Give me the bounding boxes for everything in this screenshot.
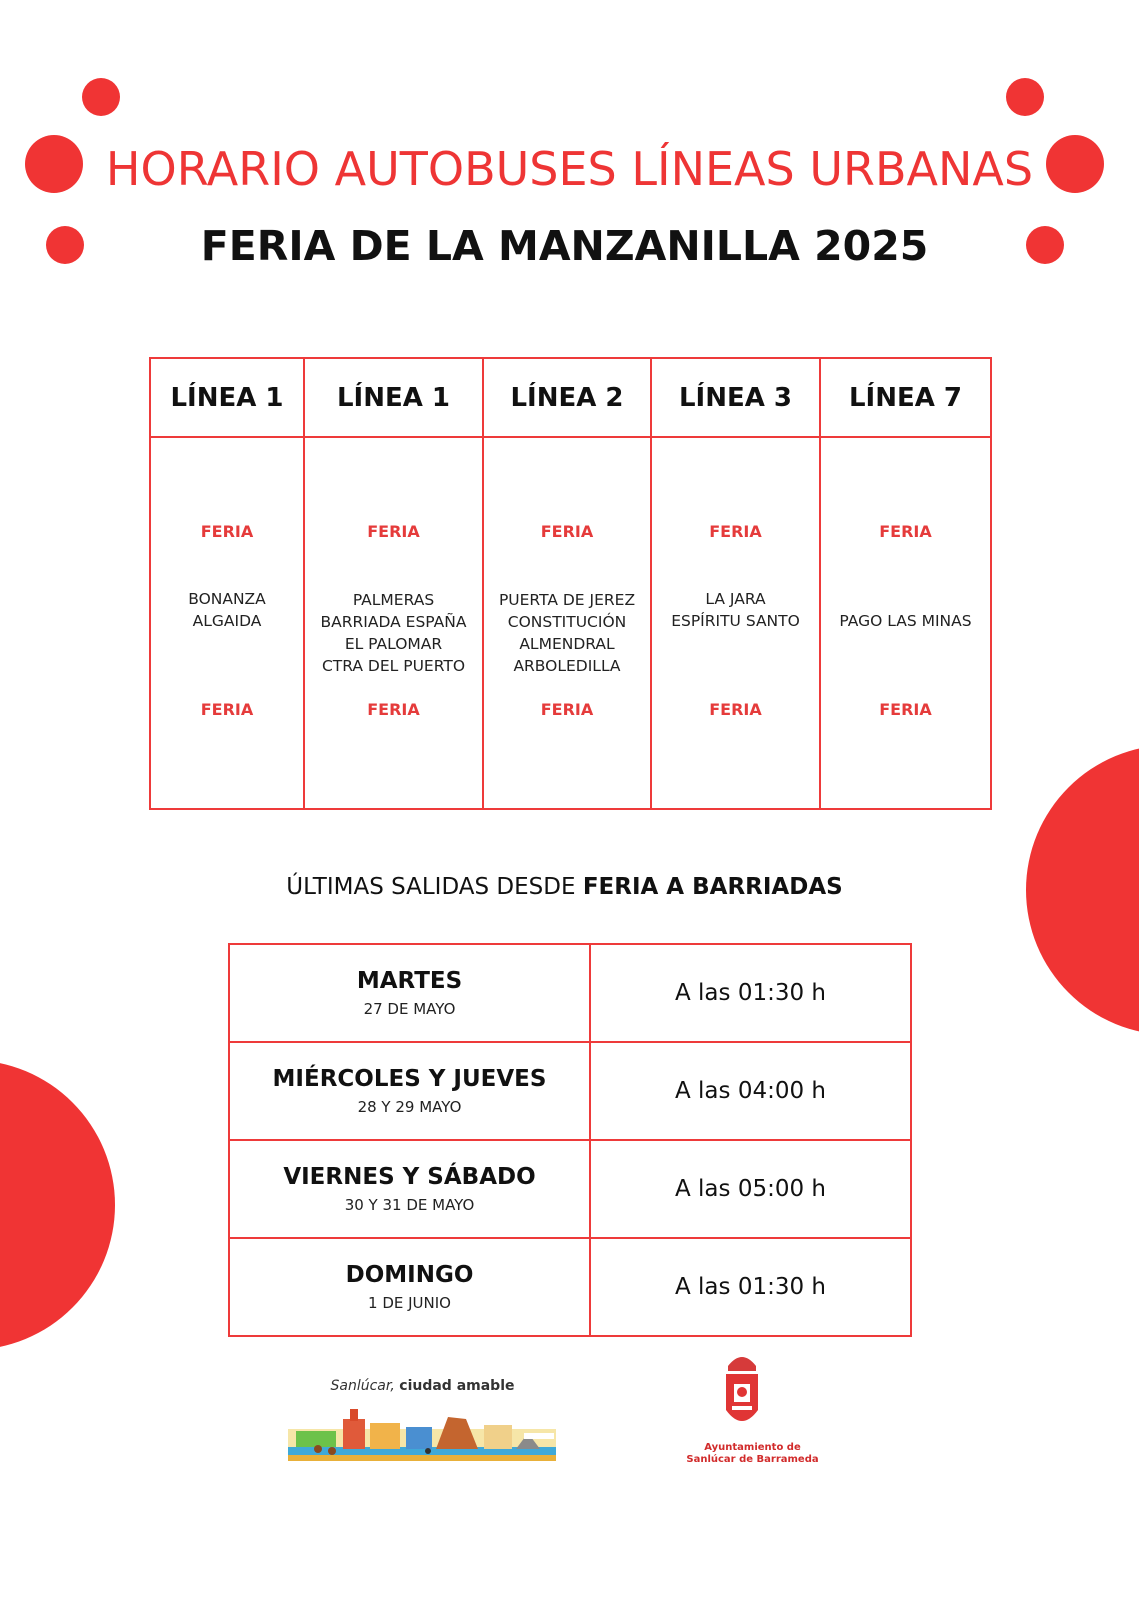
day-label: MARTES [356, 968, 463, 994]
route-start: FERIA [540, 522, 594, 541]
day-cell [229, 1140, 590, 1238]
route-cell [483, 437, 651, 809]
route-line-header: LÍNEA 1 [304, 358, 483, 437]
tagline-bold: ciudad amable [399, 1378, 515, 1394]
decor-circle-left [0, 1060, 115, 1350]
table-row [229, 1238, 911, 1336]
decor-dot [1006, 78, 1044, 116]
day-cell [229, 944, 590, 1042]
route-cell [651, 437, 820, 809]
table-row [229, 1140, 911, 1238]
day-label: DOMINGO [345, 1262, 474, 1288]
route-stop: CTRA DEL PUERTO [321, 657, 466, 675]
route-stop: PALMERAS [352, 591, 435, 609]
route-stop: CONSTITUCIÓN [507, 613, 627, 631]
route-start: FERIA [709, 522, 762, 541]
route-stop: ALMENDRAL [519, 635, 615, 653]
last-departures-heading [0, 874, 1129, 900]
day-cell [229, 1238, 590, 1336]
route-stop: ARBOLEDILLA [513, 657, 621, 675]
day-cell [229, 1042, 590, 1140]
route-stops [821, 610, 990, 632]
time-cell: A las 05:00 h [590, 1140, 911, 1238]
route-line-header: LÍNEA 7 [820, 358, 991, 437]
city-tagline [285, 1378, 560, 1394]
page-title: HORARIO AUTOBUSES LÍNEAS URBANAS [105, 142, 1034, 196]
council-line: Sanlúcar de Barrameda [686, 1454, 819, 1465]
route-end: FERIA [879, 700, 932, 719]
council-name [680, 1442, 825, 1466]
route-stops [484, 588, 650, 678]
route-end: FERIA [709, 700, 762, 719]
page-subtitle: FERIA DE LA MANZANILLA 2025 [200, 222, 929, 270]
route-stops [305, 588, 482, 678]
route-stops [652, 588, 819, 678]
city-skyline-logo [288, 1405, 556, 1463]
route-stop: EL PALOMAR [344, 635, 443, 653]
council-crest-logo [722, 1348, 762, 1438]
route-start: FERIA [367, 522, 420, 541]
route-stop: PUERTA DE JEREZ [498, 591, 636, 609]
routes-table [149, 357, 992, 810]
city-brand [285, 1378, 560, 1394]
routes-body-row [150, 437, 991, 809]
table-row [229, 944, 911, 1042]
table-row [229, 1042, 911, 1140]
route-stop: ALGAIDA [192, 612, 262, 630]
route-cell [820, 437, 991, 809]
date-label: 27 DE MAYO [363, 1000, 456, 1018]
route-stop: BARRIADA ESPAÑA [320, 613, 467, 631]
date-label: 30 Y 31 DE MAYO [344, 1196, 475, 1214]
route-start: FERIA [200, 522, 254, 541]
route-end: FERIA [367, 700, 420, 719]
time-cell: A las 01:30 h [590, 1238, 911, 1336]
council-line: Ayuntamiento de [704, 1442, 801, 1453]
route-end: FERIA [200, 700, 254, 719]
tagline-italic: Sanlúcar, [330, 1378, 395, 1394]
day-label: VIERNES Y SÁBADO [283, 1164, 536, 1190]
route-cell [150, 437, 304, 809]
route-line-header: LÍNEA 3 [651, 358, 820, 437]
day-label: MIÉRCOLES Y JUEVES [272, 1066, 547, 1092]
last-departures-table [228, 943, 912, 1337]
routes-header-row [150, 358, 991, 437]
heading-prefix: ÚLTIMAS SALIDAS DESDE [286, 874, 576, 900]
route-end: FERIA [540, 700, 594, 719]
time-cell: A las 04:00 h [590, 1042, 911, 1140]
route-line-header: LÍNEA 2 [483, 358, 651, 437]
heading-bold: FERIA A BARRIADAS [582, 874, 843, 900]
decor-dot [82, 78, 120, 116]
route-stop: PAGO LAS MINAS [839, 612, 972, 630]
date-label: 1 DE JUNIO [368, 1294, 451, 1312]
route-stops [151, 588, 303, 678]
time-cell: A las 01:30 h [590, 944, 911, 1042]
route-stop: LA JARA [705, 590, 766, 608]
route-line-header: LÍNEA 1 [150, 358, 304, 437]
route-cell [304, 437, 483, 809]
route-stop: ESPÍRITU SANTO [671, 612, 800, 630]
route-start: FERIA [879, 522, 932, 541]
date-label: 28 Y 29 MAYO [357, 1098, 462, 1116]
route-stop: BONANZA [188, 590, 266, 608]
